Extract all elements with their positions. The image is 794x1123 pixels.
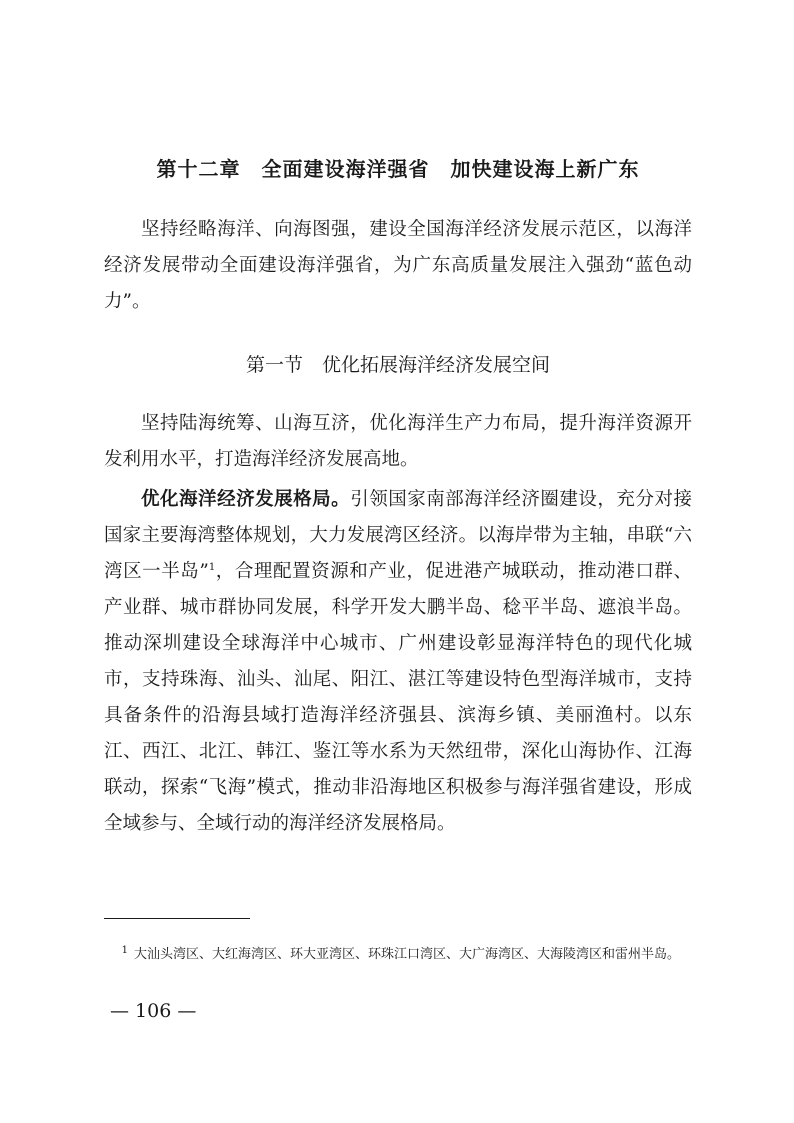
body-paragraph-block-1 — [104, 406, 692, 478]
paragraph-text-part-2: ，合理配置资源和产业，促进港产城联动，推动港口群、产业群、城市群协同发展，科学开发大鹏半岛、稔平半岛、遮浪半岛。推动深圳建设全球海洋中心城市、广州建设彰显海洋特色的现代化城市，支持珠海、汕头、汕尾、阳江、湛江等建设特色型海洋城市，支持具备条件的沿海县域打造海洋经济强县、滨海乡镇、美丽渔村。以东江、西江、北江、韩江、鉴江等水系为天然纽带，深化山海协作、江海联动，探索“飞海”模式，推动非沿海地区积极参与海洋强省建设，形成全域参与、全域行动的海洋经济发展格局。 — [104, 561, 692, 834]
footnote-reference[interactable]: 1 — [208, 561, 216, 573]
footnote-text: 大汕头湾区、大红海湾区、环大亚湾区、环珠江口湾区、大广海湾区、大海陵湾区和雷州半岛。 — [134, 947, 681, 962]
body-paragraph-2 — [104, 482, 692, 842]
intro-paragraph-block — [104, 212, 692, 320]
paragraph-lead-heading: 优化海洋经济发展格局。 — [141, 489, 351, 510]
footnote-divider — [104, 918, 250, 919]
body-paragraph-1: 坚持陆海统筹、山海互济，优化海洋生产力布局，提升海洋资源开发利用水平，打造海洋经济发展高地。 — [104, 413, 692, 470]
paragraph-text-part-1: 引领国家南部海洋经济圈建设，充分对接国家主要海湾整体规划，大力发展湾区经济。以海岸带为主轴，串联“六湾区一半岛” — [104, 489, 692, 582]
page-number: — 106 — — [110, 1000, 197, 1022]
section-title: 第一节 优化拓展海洋经济发展空间 — [245, 354, 550, 376]
footnote: 1 大汕头湾区、大红海湾区、环大亚湾区、环珠江口湾区、大广海湾区、大海陵湾区和雷州半岛。 — [121, 944, 681, 962]
chapter-title: 第十二章 全面建设海洋强省 加快建设海上新广东 — [156, 157, 640, 181]
intro-paragraph: 坚持经略海洋、向海图强，建设全国海洋经济发展示范区，以海洋经济发展带动全面建设海洋强省，为广东高质量发展注入强劲“蓝色动力”。 — [104, 219, 692, 312]
body-paragraph-block-2 — [104, 482, 692, 842]
